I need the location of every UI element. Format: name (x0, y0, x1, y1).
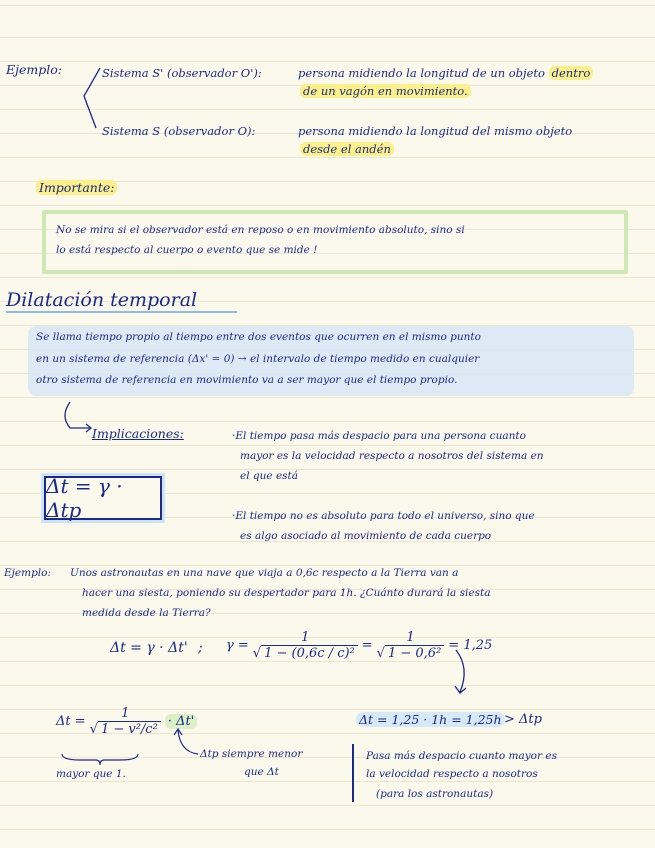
important-box (42, 210, 628, 274)
highlight-moving-wagon: de un vagón en movimiento. (300, 84, 471, 98)
definition-line-3: otro sistema de referencia en movimiento va a ser mayor que el tiempo propio. (36, 374, 458, 386)
implications-title: Implicaciones: (92, 426, 184, 441)
definition-line-1: Se llama tiempo propio al tiempo entre dos eventos que ocurren en el mismo punto (36, 331, 481, 343)
bullet-2-line-1: ·El tiempo no es absoluto para todo el universo, sino que (232, 510, 535, 522)
time-dilation-formula: Δt = γ · Δtp (44, 476, 162, 520)
final-line-1: Pasa más despacio cuanto mayor es (366, 750, 557, 762)
bullet-1-line-1: ·El tiempo pasa más despacio para una persona cuanto (232, 430, 526, 442)
highlight-platform: desde el andén (300, 142, 394, 156)
system-label: Sistema S (observador O): (102, 124, 256, 138)
curly-divider (352, 744, 354, 802)
gamma-equation: γ = $\frac{1}{\text{√ 1 − (0,6c / c)²}}$ = $\frac{1}{\text{√ 1 − 0,6²}}$ = 1,25 (226, 630, 493, 661)
section-title: Dilatación temporal (6, 289, 237, 313)
greater-than-one-note: mayor que 1. (56, 768, 126, 780)
example-2-line-3: medida desde la Tierra? (82, 607, 211, 619)
final-line-3: (para los astronautas) (376, 788, 494, 800)
definition-line-2: en un sistema de referencia (Δx' = 0) → el intervalo de tiempo medido en cualquier (36, 353, 480, 365)
example-2-line-1: Unos astronautas en una nave que viaja a 0,6c respecto a la Tierra van a (70, 567, 459, 579)
important-title: Importante: (36, 180, 117, 195)
dt-general-formula: Δt = $\frac{1}{\text{√ 1 − v²/c²}}$ · Δt' (56, 706, 197, 737)
important-line-1: No se mira si el observador está en reposo o en movimiento absoluto, sino si (56, 224, 465, 236)
example-2-line-2: hacer una siesta, poniendo su despertador para 1h. ¿Cuánto durará la siesta (82, 587, 491, 599)
bullet-1-line-3: el que está (240, 470, 299, 482)
bullet-1-line-2: mayor es la velocidad respecto a nosotros del sistema en (240, 450, 544, 462)
greater-than-proper: > Δtp (504, 712, 542, 727)
system-text: persona midiendo la longitud del mismo objeto (298, 124, 573, 138)
result-arrow (452, 650, 482, 700)
highlight-inside: dentro (549, 66, 594, 80)
result-equation: Δt = 1,25 · 1h = 1,25h (356, 712, 505, 727)
system-prime-text: persona midiendo la longitud de un objeto dentro (298, 66, 648, 80)
note-line-1: Δtp siempre menor (200, 748, 303, 760)
bullet-2-line-2: es algo asociado al movimiento de cada cuerpo (240, 530, 492, 542)
note-arrow (172, 726, 202, 762)
equation-dt: Δt = γ · Δt' (110, 640, 188, 656)
system-prime-label: Sistema S' (observador O'): (102, 66, 262, 80)
important-line-2: lo está respecto al cuerpo o evento que se mide ! (56, 244, 318, 256)
example-1-label: Ejemplo: (6, 62, 62, 77)
under-brace (60, 752, 140, 766)
final-line-2: la velocidad respecto a nosotros (366, 768, 538, 780)
separator: ; (198, 640, 203, 656)
note-line-2: que Δt (244, 766, 279, 778)
example-2-label: Ejemplo: (4, 567, 52, 579)
